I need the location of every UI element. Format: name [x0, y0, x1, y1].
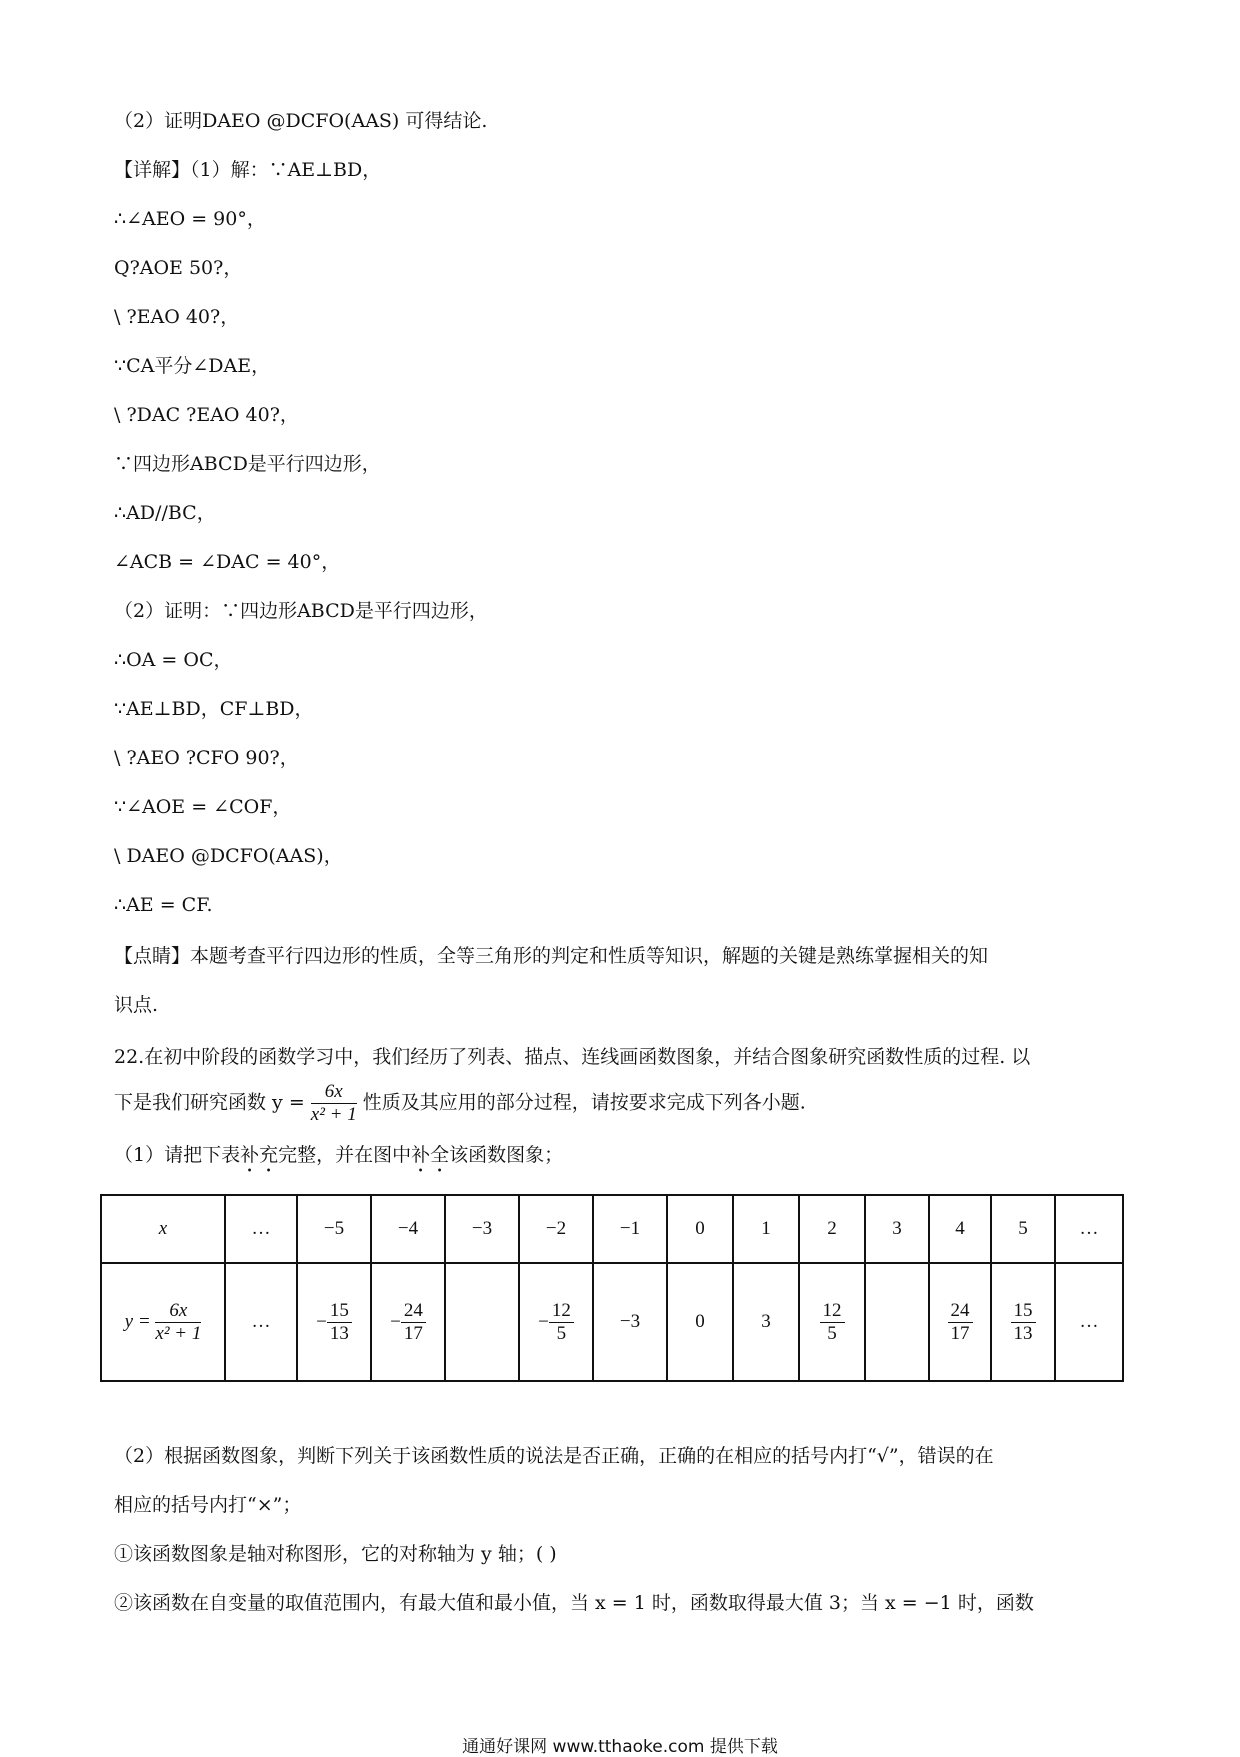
text-line: ②该函数在自变量的取值范围内，有最大值和最小值，当 x = 1 时，函数取得最大值 3；当 x = −1 时，函数	[114, 1592, 1034, 1614]
table-y-header	[101, 1263, 225, 1381]
table-x-cell: 1	[733, 1195, 799, 1263]
q22-line-3-after: 该函数图象；	[449, 1144, 564, 1166]
fraction-numerator: 24	[401, 1300, 426, 1323]
text-line: Q?AOE 50?，	[114, 257, 243, 279]
q22-line-2-after: 性质及其应用的部分过程，请按要求完成下列各小题.	[362, 1091, 806, 1114]
table-y-cell: …	[225, 1263, 297, 1381]
table-row-x	[101, 1195, 1123, 1263]
text-line: ∴OA = OC，	[114, 649, 233, 671]
text-line: ∵四边形ABCD是平行四边形，	[114, 453, 381, 475]
text-line: ∵CA平分∠DAE，	[114, 355, 271, 377]
fraction	[401, 1300, 426, 1345]
table-x-cell: −5	[297, 1195, 371, 1263]
table-x-cell: −3	[445, 1195, 519, 1263]
table-y-prefix: y =	[124, 1310, 151, 1332]
table-y-numerator: 6x	[155, 1300, 201, 1323]
fraction-denominator: 13	[1013, 1322, 1033, 1344]
q22-dotted-word-1: 补充	[240, 1144, 279, 1166]
q22-line-3-before: （1）请把下表	[114, 1144, 241, 1166]
table-x-cell: −2	[519, 1195, 593, 1263]
q22-fraction-numerator: 6x	[311, 1081, 357, 1104]
table-row-y	[101, 1263, 1123, 1381]
table-y-cell	[297, 1263, 371, 1381]
table-y-cell: …	[1055, 1263, 1123, 1381]
fraction	[820, 1300, 845, 1345]
table-x-cell: 5	[991, 1195, 1055, 1263]
table-y-cell	[519, 1263, 593, 1381]
fraction	[327, 1300, 352, 1345]
text-line: ∵∠AOE = ∠COF，	[114, 796, 292, 818]
text-line: （2）证明：∵四边形ABCD是平行四边形，	[114, 600, 488, 622]
q22-line-2-before: 下是我们研究函数 y =	[114, 1091, 305, 1114]
text-line: \ ?EAO 40?，	[114, 306, 240, 328]
table-x-cell: −1	[593, 1195, 667, 1263]
text-line: ∴AD//BC，	[114, 502, 216, 524]
text-line: \ DAEO @DCFO(AAS)，	[114, 845, 343, 867]
q22-dotted-word-2: 补全	[411, 1144, 450, 1166]
table-y-cell	[991, 1263, 1055, 1381]
table-x-cell: …	[1055, 1195, 1123, 1263]
text-line: （2）根据函数图象，判断下列关于该函数性质的说法是否正确，正确的在相应的括号内打“√”，错误的在	[114, 1445, 994, 1467]
text-line: 相应的括号内打“×”；	[114, 1494, 302, 1516]
q22-line-3-mid: 完整，并在图中	[278, 1144, 412, 1166]
q22-fraction-denominator: x² + 1	[310, 1104, 357, 1125]
table-x-cell: 0	[667, 1195, 733, 1263]
text-line: \ ?DAC ?EAO 40?，	[114, 404, 299, 426]
table-y-cell: 0	[667, 1263, 733, 1381]
text-line: ∴AE = CF.	[114, 894, 213, 916]
fraction	[549, 1300, 574, 1345]
table-y-fraction	[155, 1300, 201, 1345]
fraction-denominator: 5	[556, 1322, 567, 1344]
table-y-cell	[865, 1263, 929, 1381]
fraction-sign: −	[390, 1311, 401, 1332]
value-table	[100, 1194, 1124, 1382]
text-line: ∵AE⊥BD，CF⊥BD，	[114, 698, 314, 720]
fraction-numerator: 12	[820, 1300, 845, 1323]
fraction	[1011, 1300, 1036, 1345]
page-footer: 通通好课网 www.tthaoke.com 提供下载	[462, 1737, 778, 1757]
fraction-numerator: 12	[549, 1300, 574, 1323]
table-y-cell: −3	[593, 1263, 667, 1381]
text-line: 【详解】（1）解：∵AE⊥BD，	[114, 159, 382, 181]
fraction-sign: −	[538, 1311, 549, 1332]
q22-function-fraction	[311, 1081, 357, 1126]
fraction-denominator: 5	[827, 1322, 837, 1344]
table-y-cell	[799, 1263, 865, 1381]
text-line: （2）证明DAEO @DCFO(AAS) 可得结论.	[114, 110, 488, 132]
text-line: 识点.	[114, 994, 159, 1016]
text-line: ∠ACB = ∠DAC = 40°，	[114, 551, 341, 573]
table-y-cell	[929, 1263, 991, 1381]
fraction-denominator: 17	[950, 1322, 970, 1344]
q22-line-3	[114, 1142, 563, 1177]
table-x-cell: −4	[371, 1195, 445, 1263]
text-line: 【点睛】本题考查平行四边形的性质，全等三角形的判定和性质等知识，解题的关键是熟练掌握相关的知	[114, 945, 989, 967]
fraction-sign: −	[316, 1311, 327, 1332]
text-line: 22.在初中阶段的函数学习中，我们经历了列表、描点、连线画函数图象，并结合图象研究函数性质的过程. 以	[114, 1046, 1031, 1068]
fraction	[948, 1300, 973, 1345]
table-y-denominator: x² + 1	[155, 1322, 202, 1344]
table-x-cell: 4	[929, 1195, 991, 1263]
fraction-denominator: 17	[403, 1322, 423, 1344]
fraction-denominator: 13	[329, 1322, 349, 1344]
table-y-cell: 3	[733, 1263, 799, 1381]
text-line: ①该函数图象是轴对称图形，它的对称轴为 y 轴；( )	[114, 1543, 557, 1565]
table-x-cell: 3	[865, 1195, 929, 1263]
table-x-cell: …	[225, 1195, 297, 1263]
table-x-cell: 2	[799, 1195, 865, 1263]
fraction-numerator: 24	[948, 1300, 973, 1323]
table-x-header: x	[101, 1195, 225, 1263]
fraction-numerator: 15	[327, 1300, 352, 1323]
text-line: \ ?AEO ?CFO 90?，	[114, 747, 299, 769]
table-y-cell	[371, 1263, 445, 1381]
q22-line-2	[114, 1081, 806, 1126]
table-y-cell	[445, 1263, 519, 1381]
fraction-numerator: 15	[1011, 1300, 1036, 1323]
text-line: ∴∠AEO = 90°，	[114, 208, 266, 230]
